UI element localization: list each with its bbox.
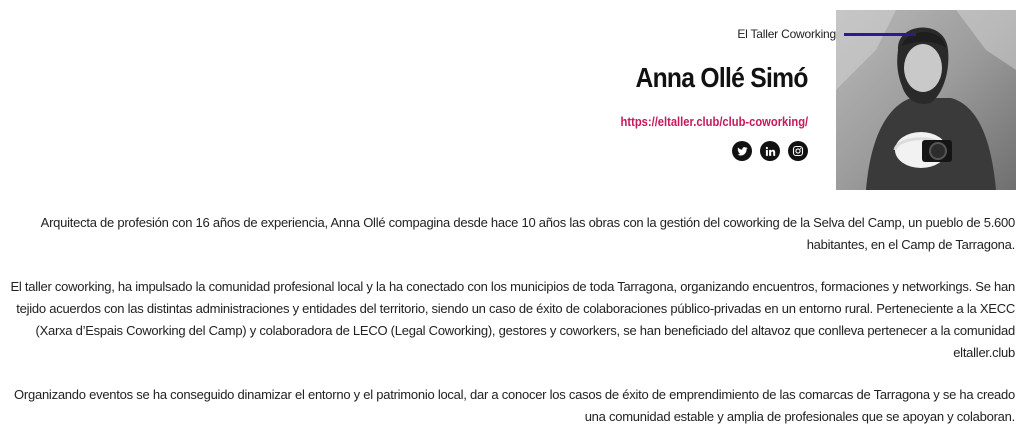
- bio-paragraph: Organizando eventos se ha conseguido dinamizar el entorno y el patrimonio local, dar a conocer los casos de éxito de emprendimiento de las comarcas de Tarragona y se ha creado una comunidad estable y amplia de profesionales que se apoyan y colaboran.: [14, 387, 1015, 424]
- bio-paragraph: Arquitecta de profesión con 16 años de experiencia, Anna Ollé compagina desde hace 10 años las obras con la gestión del coworking de la Selva del Camp, un pueblo de 5.600 habitantes, en el Camp de Tarragona.: [40, 215, 1015, 252]
- twitter-icon[interactable]: [732, 141, 752, 161]
- speaker-bio: [0, 212, 1015, 448]
- speaker-photo: [836, 10, 1016, 190]
- linkedin-icon[interactable]: [760, 141, 780, 161]
- speaker-website-link[interactable]: https://eltaller.club/club-coworking/: [620, 114, 808, 129]
- instagram-icon[interactable]: [788, 141, 808, 161]
- bio-paragraph: El taller coworking, ha impulsado la comunidad profesional local y la ha conectado con los municipios de toda Tarragona, organizando encuentros, formaciones y networkings. Se han tejido acuerdos con las distintas administraciones y entidades del territorio, siendo un caso de éxito de colaboraciones público-privadas en un entorno rural. Perteneciente a la XECC (Xarxa d’Espais Coworking del Camp) y colaboradora de LECO (Legal Coworking), gestores y coworkers, se han beneficiado del altavoz que conlleva pertenecer a la comunidad eltaller.club: [10, 279, 1015, 360]
- speaker-name: Anna Ollé Simó: [635, 62, 808, 93]
- organization-name: El Taller Coworking: [737, 27, 836, 41]
- social-links: [732, 141, 808, 161]
- accent-line: [844, 33, 916, 36]
- speaker-header: [0, 0, 1024, 200]
